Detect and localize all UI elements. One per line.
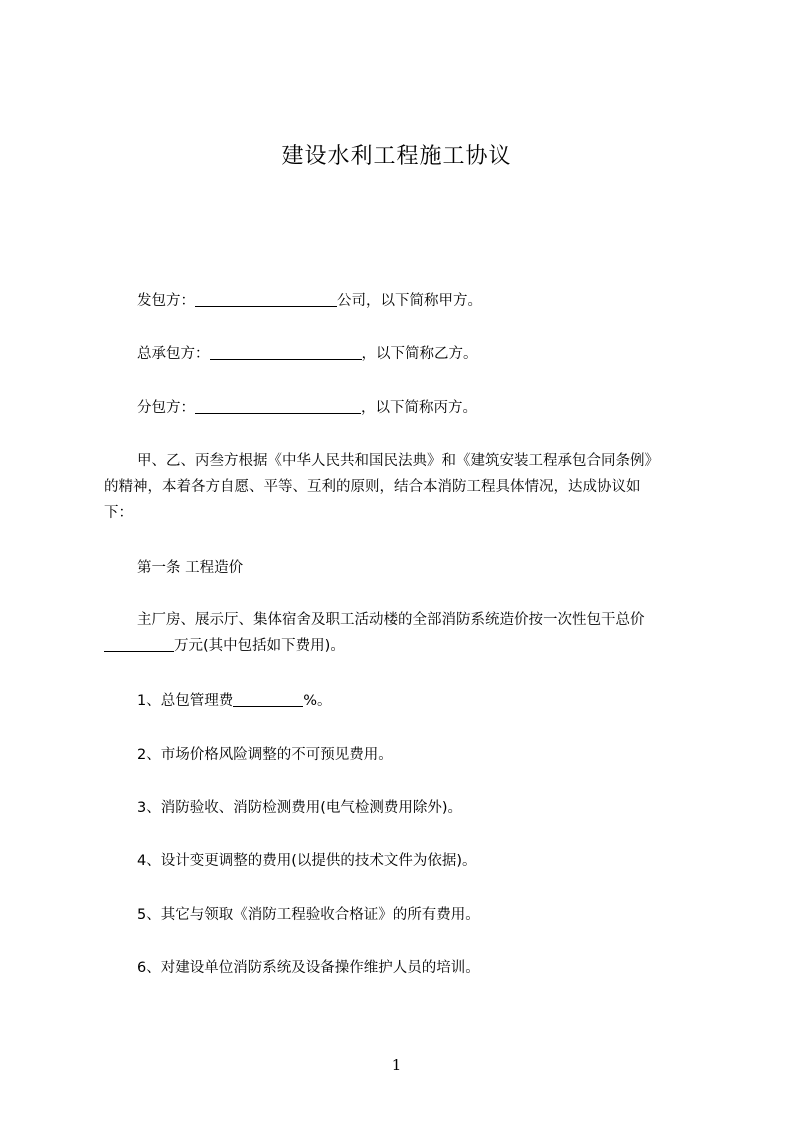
party-a-line (137, 288, 737, 314)
party-c-blank (195, 397, 361, 414)
page-number: 1 (391, 1056, 402, 1074)
intro-line-2: 的精神，本着各方自愿、平等、互利的原则，结合本消防工程具体情况，达成协议如 (104, 479, 641, 495)
party-a-suffix: 公司，以下简称甲方。 (337, 293, 482, 309)
party-a-label: 发包方： (137, 293, 195, 309)
item-3: 3、消防验收、消防检测费用(电气检测费用除外)。 (137, 800, 463, 816)
party-b-label: 总承包方： (137, 346, 210, 362)
article-1-text-line-2 (104, 633, 704, 659)
party-c-suffix: ，以下简称丙方。 (361, 400, 477, 416)
party-b-line (137, 341, 737, 367)
intro-line-3: 下： (104, 505, 133, 521)
party-b-blank (210, 343, 362, 360)
item-4: 4、设计变更调整的费用(以提供的技术文件为依据)。 (137, 853, 477, 869)
intro-line-1: 甲、乙、丙叁方根据《中华人民共和国民法典》和《建筑安装工程承包合同条例》 (137, 453, 659, 469)
total-price-blank (104, 635, 174, 652)
document-title: 建设水利工程施工协议 (281, 144, 512, 169)
intro-paragraph (104, 448, 704, 526)
article-1-text-line-1: 主厂房、展示厅、集体宿舍及职工活动楼的全部消防系统造价按一次性包干总价 (137, 612, 645, 628)
management-fee-blank (233, 690, 303, 707)
item-1-suffix: %。 (303, 693, 332, 709)
item-2: 2、市场价格风险调整的不可预见费用。 (137, 747, 393, 763)
party-c-label: 分包方： (137, 400, 195, 416)
party-a-blank (195, 290, 337, 307)
article-1-heading: 第一条 工程造价 (137, 560, 244, 576)
item-1 (137, 688, 737, 714)
article-1-text-line-2-suffix: 万元(其中包括如下费用)。 (174, 638, 345, 654)
item-5: 5、其它与领取《消防工程验收合格证》的所有费用。 (137, 907, 480, 923)
item-1-prefix: 1、总包管理费 (137, 693, 234, 709)
article-1-text (104, 607, 704, 659)
party-b-suffix: ，以下简称乙方。 (361, 346, 478, 362)
party-c-line (137, 395, 737, 421)
item-6: 6、对建设单位消防系统及设备操作维护人员的培训。 (137, 960, 480, 976)
